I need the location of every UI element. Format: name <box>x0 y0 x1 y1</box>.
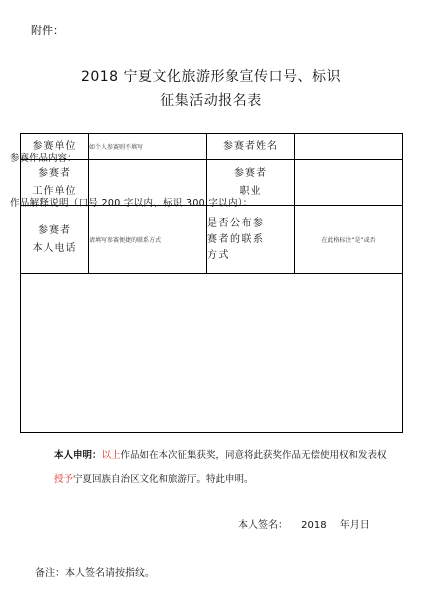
declaration <box>54 444 394 492</box>
row-phone <box>21 206 403 274</box>
title-line-1: 2018 宁夏文化旅游形象宣传口号、标识 <box>80 69 342 85</box>
registration-table <box>20 133 403 433</box>
note: 备注：本人签名请按指纹。 <box>35 568 155 579</box>
declaration-part-1: 作品如在本次征集获奖，同意将此获奖作品无偿使用权和发表权 <box>120 450 387 461</box>
job-label: 参赛者 职业 <box>207 160 295 206</box>
work-content-label: 参赛作品内容： <box>10 153 77 164</box>
work-content-field[interactable] <box>21 274 403 433</box>
title-line-2: 征集活动报名表 <box>160 93 262 109</box>
declaration-red-2: 授予 <box>54 474 74 485</box>
declaration-red-1: 以上 <box>101 450 121 461</box>
declaration-lead: 本人申明： <box>54 450 102 461</box>
signature-line: 本人签名： 2018 年月日 <box>238 520 370 531</box>
work-explain-label: 作品解释说明（口号 200 字以内、标识 300 字以内）： <box>10 198 253 209</box>
row-unit <box>21 134 403 160</box>
job-field[interactable] <box>295 160 403 206</box>
work-unit-label: 参赛者 工作单位 <box>21 160 89 206</box>
name-field[interactable] <box>295 134 403 160</box>
declaration-part-2: 宁夏回族自治区文化和旅游厅。特此申明。 <box>73 474 254 485</box>
unit-label: 参赛单位 <box>21 134 89 160</box>
publish-field[interactable]: 在此格标注“是”或否 <box>295 206 403 274</box>
name-label: 参赛者姓名 <box>207 134 295 160</box>
row-work-content <box>21 274 403 433</box>
attachment-label: 附件： <box>31 24 64 37</box>
phone-label: 参赛者 本人电话 <box>21 206 89 274</box>
publish-label: 是否公布参 赛者的联系 方式 <box>207 206 295 274</box>
unit-field[interactable]: 如个人参赛则不填写 <box>89 134 207 160</box>
phone-field[interactable]: 请填写参赛便捷的联系方式 <box>89 206 207 274</box>
